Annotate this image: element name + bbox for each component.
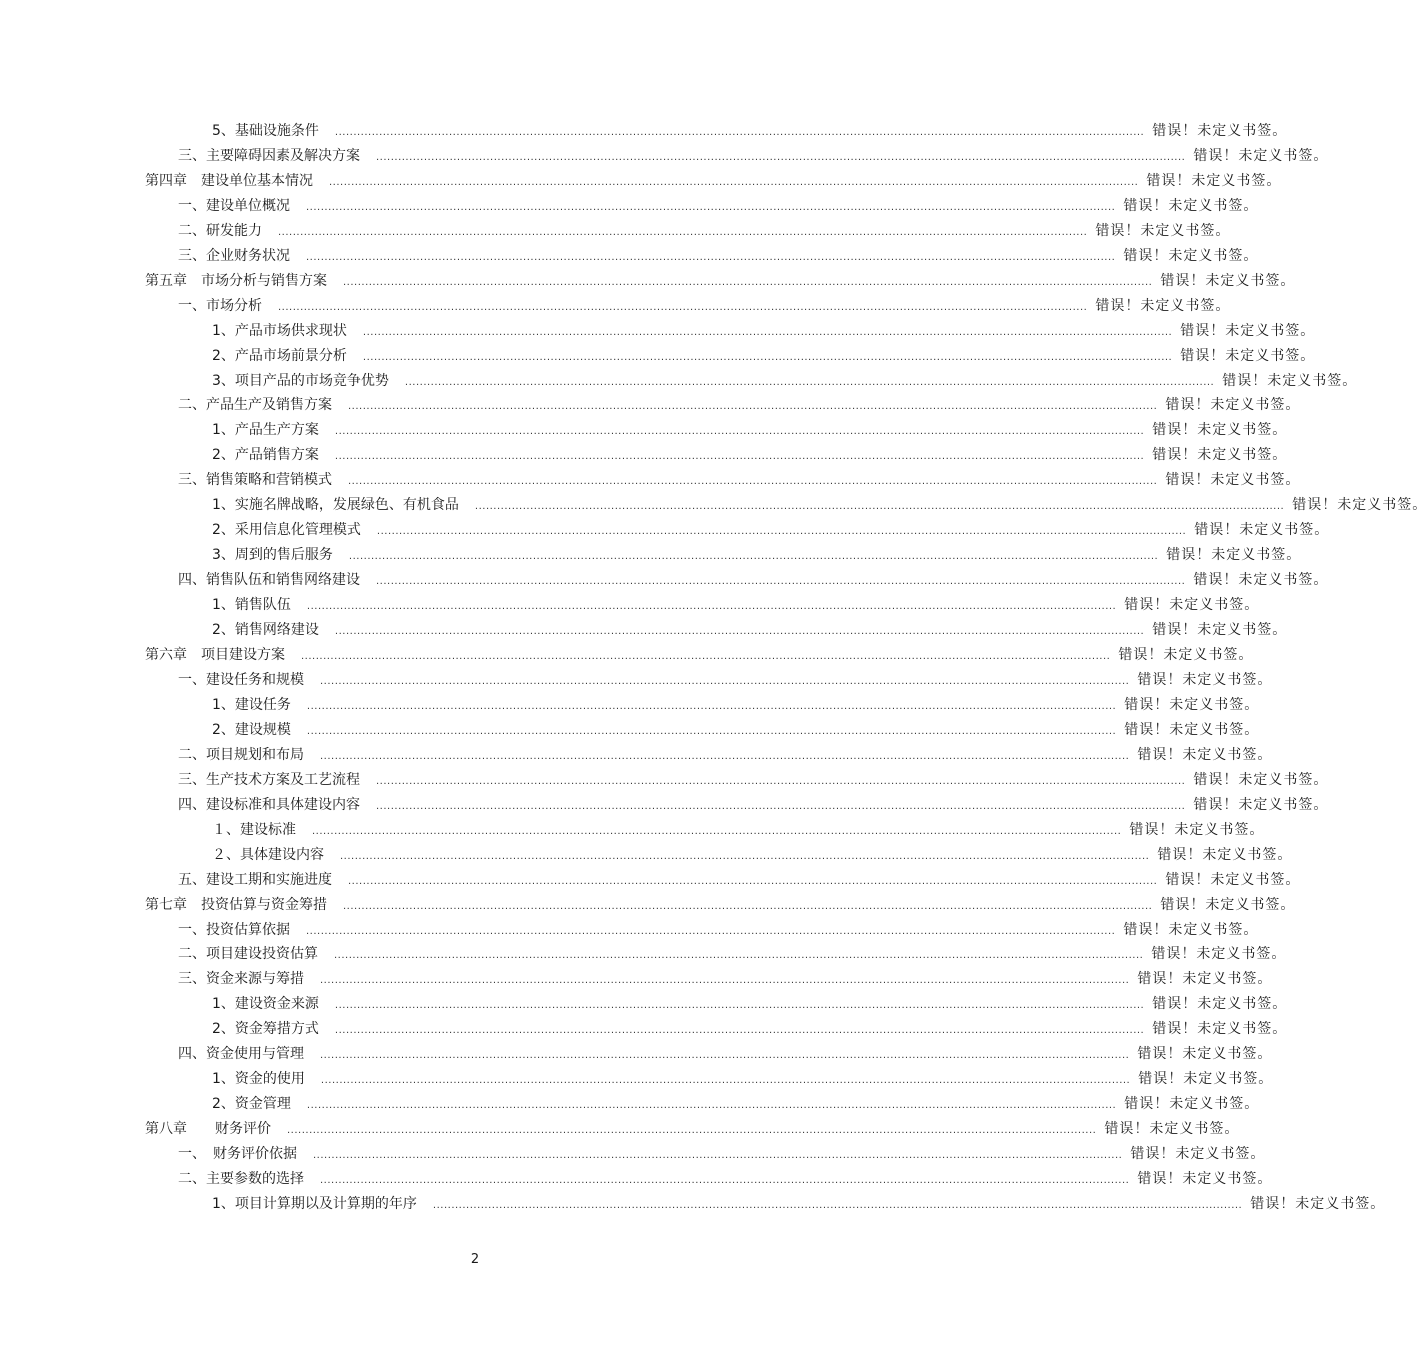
toc-dot-leader: ............................................................................................................................................................................................................................ (334, 126, 1145, 138)
toc-dot-leader: ............................................................................................................................................................................................................................ (320, 974, 1130, 986)
toc-entry-title: 二、产品生产及销售方案 (178, 397, 332, 413)
toc-entry-title: 第四章 建设单位基本情况 (145, 173, 313, 189)
toc-entry[interactable] (212, 344, 1316, 366)
toc-page-ref: 错误！未定义书签。 (1146, 173, 1282, 189)
toc-dot-leader: ............................................................................................................................................................................................................................ (306, 925, 1116, 937)
toc-entry[interactable] (178, 144, 1329, 166)
toc-entry[interactable] (212, 593, 1260, 615)
toc-entry[interactable] (212, 493, 1427, 515)
toc-entry[interactable] (212, 1092, 1260, 1114)
toc-dot-leader: ............................................................................................................................................................................................................................ (343, 276, 1153, 288)
toc-page-ref: 错误！未定义书签。 (1137, 672, 1273, 688)
toc-dot-leader: ............................................................................................................................................................................................................................ (320, 1174, 1130, 1186)
toc-page-ref: 错误！未定义书签。 (1193, 148, 1329, 164)
toc-page-ref: 错误！未定义书签。 (1095, 298, 1231, 314)
toc-entry[interactable] (178, 743, 1273, 765)
toc-dot-leader: ............................................................................................................................................................................................................................ (306, 725, 1117, 737)
toc-dot-leader: ............................................................................................................................................................................................................................ (334, 450, 1145, 462)
toc-page-ref: 错误！未定义书签。 (1193, 797, 1329, 813)
toc-dot-leader: ............................................................................................................................................................................................................................ (334, 999, 1145, 1011)
page-number: 2 (470, 1252, 480, 1267)
toc-dot-leader: ............................................................................................................................................................................................................................ (334, 949, 1144, 961)
toc-dot-leader: ............................................................................................................................................................................................................................ (306, 700, 1117, 712)
toc-dot-leader: ............................................................................................................................................................................................................................ (432, 1199, 1243, 1211)
toc-entry[interactable] (178, 244, 1259, 266)
toc-entry[interactable] (212, 1017, 1288, 1039)
toc-page-ref: 错误！未定义书签。 (1222, 373, 1358, 389)
toc-dot-leader: ............................................................................................................................................................................................................................ (306, 1099, 1117, 1111)
toc-entry[interactable] (178, 918, 1259, 940)
toc-dot-leader: ............................................................................................................................................................................................................................ (404, 376, 1215, 388)
toc-entry-title: 2、资金筹措方式 (212, 1021, 319, 1037)
toc-entry[interactable] (212, 443, 1288, 465)
toc-entry-title: 第七章 投资估算与资金筹措 (145, 897, 327, 913)
toc-entry[interactable] (178, 768, 1329, 790)
toc-entry-title: 1、产品市场供求现状 (212, 323, 347, 339)
toc-chapter-entry[interactable] (145, 269, 1296, 291)
toc-dot-leader: ............................................................................................................................................................................................................................ (301, 650, 1111, 662)
toc-entry-title: 3、项目产品的市场竞争优势 (212, 373, 389, 389)
toc-entry-title: 3、周到的售后服务 (212, 547, 333, 563)
toc-entry-title: 1、项目计算期以及计算期的年序 (212, 1196, 417, 1212)
toc-dot-leader: ............................................................................................................................................................................................................................ (287, 1124, 1097, 1136)
toc-page-ref: 错误！未定义书签。 (1123, 922, 1259, 938)
toc-entry-title: 三、资金来源与筹措 (178, 971, 304, 987)
toc-page-ref: 错误！未定义书签。 (1292, 497, 1427, 513)
toc-entry[interactable] (212, 518, 1330, 540)
toc-dot-leader: ............................................................................................................................................................................................................................ (348, 400, 1158, 412)
toc-chapter-entry[interactable] (145, 1117, 1240, 1139)
toc-entry[interactable] (178, 942, 1287, 964)
toc-page-ref: 错误！未定义书签。 (1137, 1046, 1273, 1062)
toc-dot-leader: ............................................................................................................................................................................................................................ (376, 525, 1187, 537)
toc-dot-leader: ............................................................................................................................................................................................................................ (334, 425, 1145, 437)
toc-entry-title: 四、销售队伍和销售网络建设 (178, 572, 360, 588)
toc-page-ref: 错误！未定义书签。 (1194, 522, 1330, 538)
toc-entry-title: 2、产品销售方案 (212, 447, 319, 463)
toc-entry[interactable] (212, 618, 1288, 640)
toc-chapter-entry[interactable] (145, 643, 1254, 665)
toc-page-ref: 错误！未定义书签。 (1152, 447, 1288, 463)
toc-dot-leader: ............................................................................................................................................................................................................................ (306, 201, 1116, 213)
toc-dot-leader: ............................................................................................................................................................................................................................ (313, 1149, 1123, 1161)
toc-entry-title: 二、项目规划和布局 (178, 747, 304, 763)
toc-dot-leader: ............................................................................................................................................................................................................................ (334, 625, 1145, 637)
toc-entry-title: 三、生产技术方案及工艺流程 (178, 772, 360, 788)
toc-entry-title: 五、建设工期和实施进度 (178, 872, 332, 888)
toc-page-ref: 错误！未定义书签。 (1166, 547, 1302, 563)
toc-entry[interactable] (212, 369, 1358, 391)
toc-dot-leader: ............................................................................................................................................................................................................................ (306, 251, 1116, 263)
toc-dot-leader: ............................................................................................................................................................................................................................ (362, 351, 1173, 363)
toc-page-ref: 错误！未定义书签。 (1165, 397, 1301, 413)
toc-page-ref: 错误！未定义书签。 (1137, 971, 1273, 987)
toc-page-ref: 错误！未定义书签。 (1123, 198, 1259, 214)
toc-page-ref: 错误！未定义书签。 (1180, 323, 1316, 339)
toc-entry-title: 5、基础设施条件 (212, 123, 319, 139)
toc-entry[interactable] (178, 194, 1259, 216)
toc-entry[interactable] (178, 468, 1301, 490)
toc-entry[interactable] (178, 668, 1273, 690)
toc-page-ref: 错误！未定义书签。 (1160, 897, 1296, 913)
toc-page-ref: 错误！未定义书签。 (1165, 472, 1301, 488)
toc-dot-leader: ............................................................................................................................................................................................................................ (362, 326, 1173, 338)
toc-entry-title: 2、建设规模 (212, 722, 291, 738)
toc-dot-leader: ............................................................................................................................................................................................................................ (306, 600, 1117, 612)
toc-entry-title: 二、研发能力 (178, 223, 262, 239)
toc-entry-title: 三、销售策略和营销模式 (178, 472, 332, 488)
toc-dot-leader: ............................................................................................................................................................................................................................ (320, 675, 1130, 687)
toc-page-ref: 错误！未定义书签。 (1095, 223, 1231, 239)
toc-page-ref: 错误！未定义书签。 (1193, 772, 1329, 788)
toc-page-ref: 错误！未定义书签。 (1152, 996, 1288, 1012)
toc-entry[interactable] (212, 718, 1260, 740)
toc-entry-title: 1、建设资金来源 (212, 996, 319, 1012)
toc-entry[interactable] (178, 967, 1273, 989)
toc-entry-title: 1、销售队伍 (212, 597, 291, 613)
toc-page-ref: 错误！未定义书签。 (1165, 872, 1301, 888)
toc-entry-title: 1、资金的使用 (212, 1071, 305, 1087)
toc-dot-leader: ............................................................................................................................................................................................................................ (278, 226, 1088, 238)
toc-page-ref: 错误！未定义书签。 (1152, 123, 1288, 139)
toc-dot-leader: ............................................................................................................................................................................................................................ (376, 775, 1186, 787)
toc-dot-leader: ............................................................................................................................................................................................................................ (340, 850, 1150, 862)
toc-entry[interactable] (212, 843, 1293, 865)
toc-entry[interactable] (178, 294, 1231, 316)
toc-entry[interactable] (178, 1142, 1266, 1164)
toc-dot-leader: ............................................................................................................................................................................................................................ (348, 475, 1158, 487)
toc-page-ref: 错误！未定义书签。 (1151, 946, 1287, 962)
toc-chapter-entry[interactable] (145, 169, 1282, 191)
toc-page-ref: 错误！未定义书签。 (1157, 847, 1293, 863)
toc-entry-title: 三、主要障碍因素及解决方案 (178, 148, 360, 164)
toc-page-ref: 错误！未定义书签。 (1129, 822, 1265, 838)
toc-entry-title: 四、资金使用与管理 (178, 1046, 304, 1062)
toc-entry-title: 一、市场分析 (178, 298, 262, 314)
toc-entry-title: 一、建设任务和规模 (178, 672, 304, 688)
toc-entry-title: 二、主要参数的选择 (178, 1171, 304, 1187)
toc-entry[interactable] (212, 319, 1316, 341)
toc-dot-leader: ............................................................................................................................................................................................................................ (474, 500, 1285, 512)
toc-dot-leader: ............................................................................................................................................................................................................................ (312, 825, 1122, 837)
toc-page-ref: 错误！未定义书签。 (1152, 422, 1288, 438)
toc-entry-title: 一、建设单位概况 (178, 198, 290, 214)
toc-entry-title: 2、销售网络建设 (212, 622, 319, 638)
toc-entry[interactable] (178, 793, 1329, 815)
toc-entry[interactable] (212, 1192, 1386, 1214)
toc-page-ref: 错误！未定义书签。 (1104, 1121, 1240, 1137)
toc-entry-title: 一、投资估算依据 (178, 922, 290, 938)
toc-dot-leader: ............................................................................................................................................................................................................................ (278, 301, 1088, 313)
toc-page-ref: 错误！未定义书签。 (1137, 747, 1273, 763)
toc-entry[interactable] (178, 393, 1301, 415)
toc-dot-leader: ............................................................................................................................................................................................................................ (348, 875, 1158, 887)
toc-entry[interactable] (212, 818, 1265, 840)
toc-page-ref: 错误！未定义书签。 (1250, 1196, 1386, 1212)
toc-page-ref: 错误！未定义书签。 (1160, 273, 1296, 289)
toc-entry-title: 2、采用信息化管理模式 (212, 522, 361, 538)
toc-entry-title: 2、产品市场前景分析 (212, 348, 347, 364)
toc-page-ref: 错误！未定义书签。 (1138, 1071, 1274, 1087)
toc-entry[interactable] (178, 1167, 1273, 1189)
toc-dot-leader: ............................................................................................................................................................................................................................ (343, 900, 1153, 912)
toc-dot-leader: ............................................................................................................................................................................................................................ (376, 151, 1186, 163)
toc-entry[interactable] (212, 418, 1288, 440)
toc-entry[interactable] (212, 992, 1288, 1014)
toc-entry[interactable] (178, 868, 1301, 890)
toc-entry-title: 第五章 市场分析与销售方案 (145, 273, 327, 289)
toc-entry-title: 1、实施名牌战略，发展绿色、有机食品 (212, 497, 459, 513)
toc-page-ref: 错误！未定义书签。 (1124, 722, 1260, 738)
toc-page-ref: 错误！未定义书签。 (1152, 622, 1288, 638)
toc-dot-leader: ............................................................................................................................................................................................................................ (348, 550, 1159, 562)
toc-dot-leader: ............................................................................................................................................................................................................................ (329, 176, 1139, 188)
toc-dot-leader: ............................................................................................................................................................................................................................ (376, 800, 1186, 812)
toc-dot-leader: ............................................................................................................................................................................................................................ (334, 1024, 1145, 1036)
toc-page-ref: 错误！未定义书签。 (1193, 572, 1329, 588)
toc-entry-title: １、建设标准 (212, 822, 296, 838)
toc-page-ref: 错误！未定义书签。 (1180, 348, 1316, 364)
toc-entry-title: ２、具体建设内容 (212, 847, 324, 863)
toc-entry[interactable] (178, 1042, 1273, 1064)
toc-page-ref: 错误！未定义书签。 (1124, 1096, 1260, 1112)
toc-dot-leader: ............................................................................................................................................................................................................................ (320, 1074, 1131, 1086)
toc-dot-leader: ............................................................................................................................................................................................................................ (320, 750, 1130, 762)
toc-chapter-entry[interactable] (145, 893, 1296, 915)
toc-entry[interactable] (212, 693, 1260, 715)
toc-entry[interactable] (212, 119, 1288, 141)
toc-page-ref: 错误！未定义书签。 (1124, 597, 1260, 613)
toc-entry-title: 第八章 财务评价 (145, 1121, 271, 1137)
toc-entry-title: 三、企业财务状况 (178, 248, 290, 264)
toc-page-ref: 错误！未定义书签。 (1130, 1146, 1266, 1162)
toc-entry-title: 二、项目建设投资估算 (178, 946, 318, 962)
toc-page-ref: 错误！未定义书签。 (1118, 647, 1254, 663)
toc-page-ref: 错误！未定义书签。 (1152, 1021, 1288, 1037)
toc-page-ref: 错误！未定义书签。 (1124, 697, 1260, 713)
toc-dot-leader: ............................................................................................................................................................................................................................ (320, 1049, 1130, 1061)
toc-entry[interactable] (178, 568, 1329, 590)
toc-entry-title: 1、建设任务 (212, 697, 291, 713)
toc-entry-title: 一、 财务评价依据 (178, 1146, 297, 1162)
toc-page-ref: 错误！未定义书签。 (1137, 1171, 1273, 1187)
toc-entry-title: 2、资金管理 (212, 1096, 291, 1112)
toc-entry-title: 第六章 项目建设方案 (145, 647, 285, 663)
toc-page-ref: 错误！未定义书签。 (1123, 248, 1259, 264)
toc-entry-title: 四、建设标准和具体建设内容 (178, 797, 360, 813)
toc-entry[interactable] (178, 219, 1231, 241)
toc-dot-leader: ............................................................................................................................................................................................................................ (376, 575, 1186, 587)
toc-entry[interactable] (212, 1067, 1274, 1089)
toc-entry-title: 1、产品生产方案 (212, 422, 319, 438)
toc-entry[interactable] (212, 543, 1302, 565)
